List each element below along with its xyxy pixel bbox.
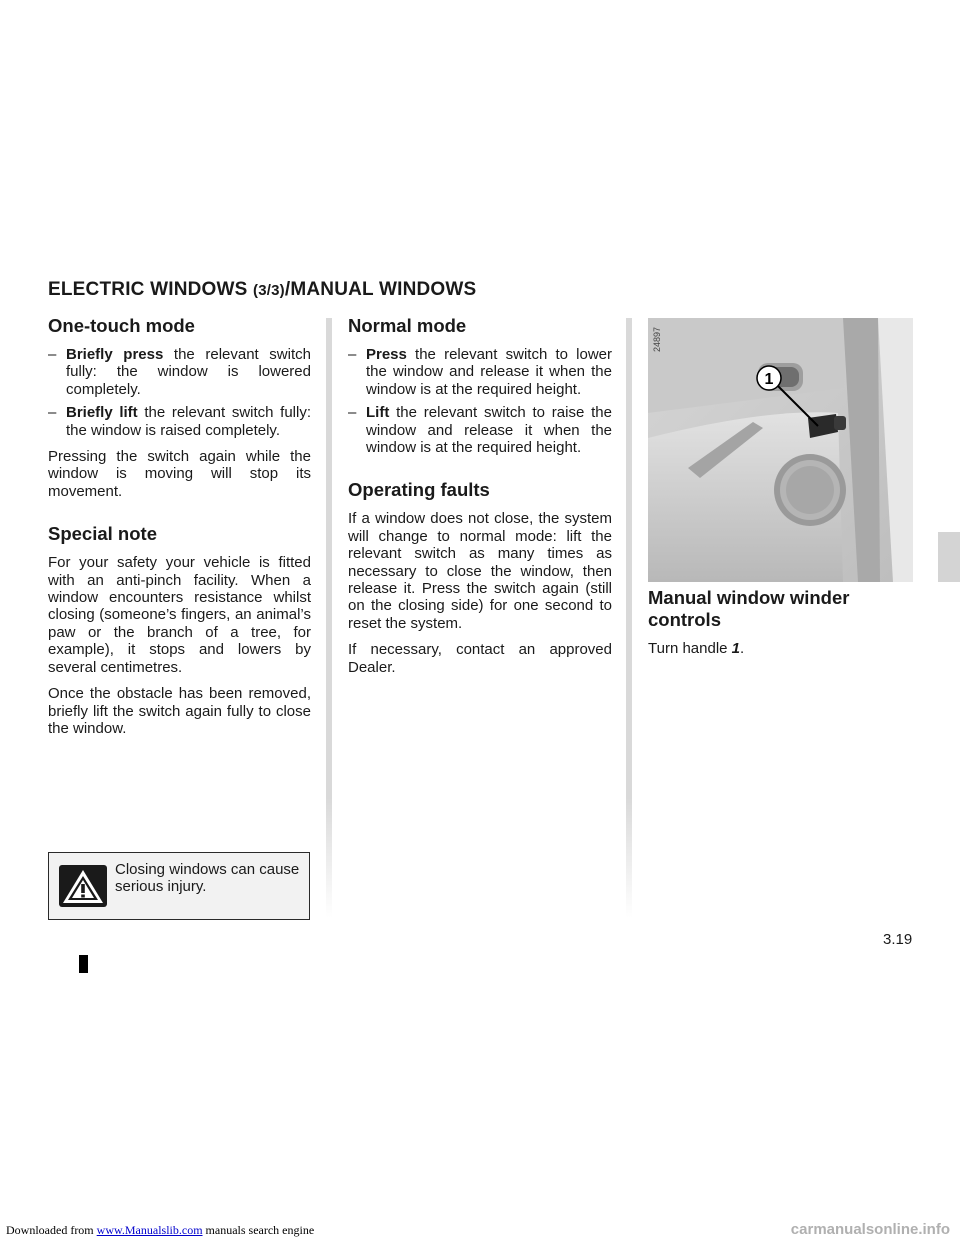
list-item: – Press the relevant switch to lower the window and release it when the window is at the required height. bbox=[348, 346, 612, 398]
paragraph-faults: If a window does not close, the system will change to normal mode: lift the relevant switch as many times as necessary to close the window, then release it. Press the switch again (still on the closing side) for one second to reset the system. bbox=[348, 510, 612, 632]
door-panel-photo bbox=[648, 318, 913, 582]
paragraph-stop-movement: Pressing the switch again while the window is moving will stop its movement. bbox=[48, 448, 311, 500]
column-one-touch bbox=[48, 315, 311, 746]
page-title bbox=[48, 279, 476, 301]
page-marker bbox=[79, 955, 88, 973]
title-part-indicator: (3/3) bbox=[253, 282, 285, 299]
callout-label: 1 bbox=[764, 371, 774, 388]
emphasis: Press bbox=[366, 346, 407, 363]
heading-operating-faults: Operating faults bbox=[348, 479, 490, 501]
column-separator bbox=[326, 318, 332, 918]
download-notice: Downloaded from www.Manualslib.com manuals search engine bbox=[6, 1223, 315, 1237]
warning-box bbox=[48, 852, 310, 920]
emphasis: Briefly lift bbox=[66, 404, 138, 422]
paragraph-anti-pinch: For your safety your vehicle is fitted with an anti-pinch facility. When a window encounters resistance whilst closing (someone’s fingers, an animal’s paw or the branch of a tree, for example), it stops and lowers by several centimetres. bbox=[48, 554, 311, 676]
handle-number: 1 bbox=[731, 640, 741, 657]
heading-normal-mode: Normal mode bbox=[348, 315, 467, 336]
column-normal-mode bbox=[348, 315, 612, 685]
heading-special-note: Special note bbox=[48, 523, 157, 545]
emphasis: Briefly press bbox=[66, 346, 164, 363]
photo-reference-code: 24897 bbox=[652, 326, 662, 352]
door-panel-illustration bbox=[648, 318, 913, 582]
paragraph-obstacle: Once the obstacle has been removed, briefly lift the switch again fully to close the window. bbox=[48, 685, 311, 737]
list-item: – Briefly press the relevant switch fully: the window is lowered completely. bbox=[48, 346, 311, 398]
list-item: – Briefly lift the relevant switch fully: the window is raised completely. bbox=[48, 404, 312, 439]
one-touch-list bbox=[48, 346, 311, 439]
page-number: 3.19 bbox=[883, 931, 913, 948]
list-item: – Lift the relevant switch to raise the window and release it when the window is at the required height. bbox=[348, 404, 612, 457]
heading-one-touch-mode: One-touch mode bbox=[48, 315, 195, 336]
warning-text: Closing windows can cause serious injury. bbox=[115, 861, 300, 896]
paragraph-dealer: If necessary, contact an approved Dealer. bbox=[348, 641, 612, 676]
warning-triangle-icon bbox=[59, 865, 107, 907]
paragraph-turn-handle: Turn handle 1. bbox=[648, 640, 745, 657]
column-separator bbox=[626, 318, 632, 918]
watermark: carmanualsonline.info bbox=[790, 1221, 950, 1238]
heading-manual-window-winder: Manual window winder controls bbox=[648, 587, 850, 630]
column-manual-windows bbox=[648, 587, 913, 666]
title-main: ELECTRIC WINDOWS bbox=[48, 279, 253, 300]
manualslib-link[interactable]: www.Manualslib.com bbox=[96, 1223, 203, 1237]
title-rest: /MANUAL WINDOWS bbox=[284, 279, 477, 300]
footer bbox=[0, 1218, 960, 1242]
emphasis: Lift bbox=[366, 404, 390, 422]
normal-mode-list bbox=[348, 346, 612, 456]
chapter-tab bbox=[938, 532, 960, 582]
